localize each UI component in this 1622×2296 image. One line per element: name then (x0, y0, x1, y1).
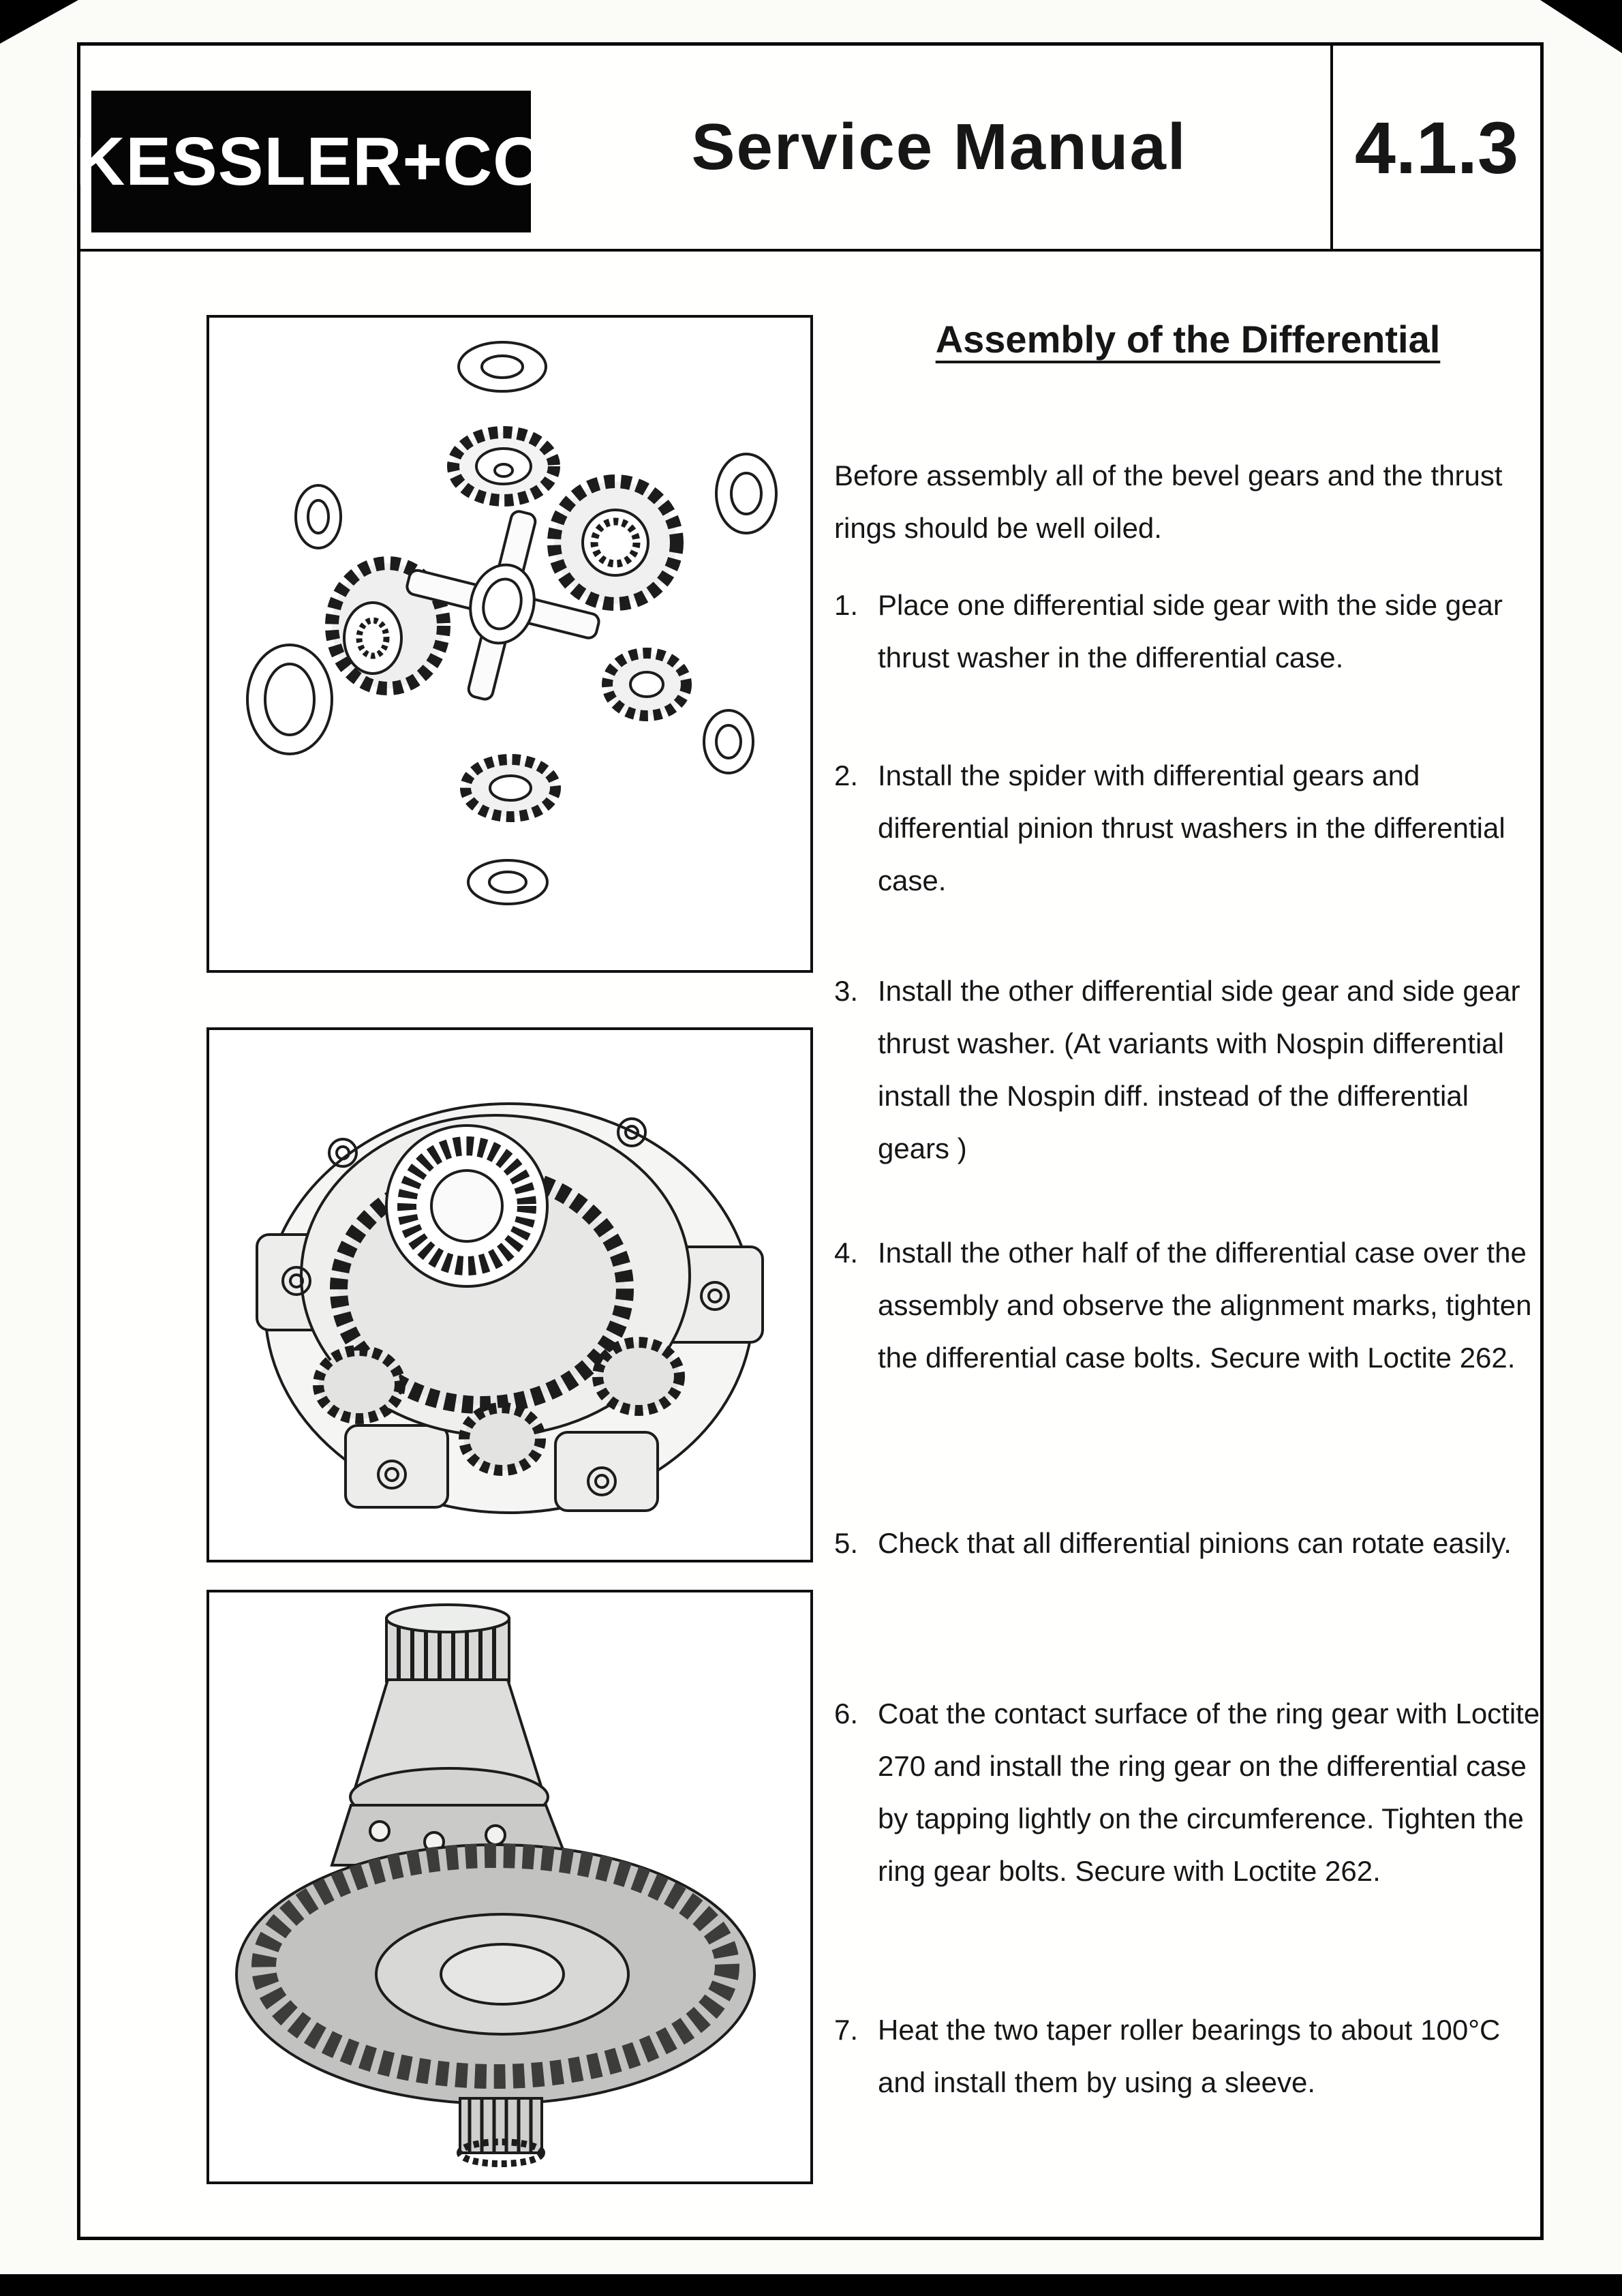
step-number: 1. (834, 589, 859, 621)
section-number: 4.1.3 (1354, 106, 1519, 189)
step-number: 6. (834, 1697, 859, 1729)
page-frame (77, 42, 1544, 2240)
step-text: Install the other differential side gear and side gear thrust washer. (At variants with Nospin differential install the Nospin diff. instead of the differential gears ) (878, 975, 1520, 1164)
intro-paragraph: Before assembly all of the bevel gears and the thrust rings should be well oiled. (834, 459, 1503, 544)
step-item (834, 749, 1547, 907)
brand-logo-text: KESSLER+CO (76, 123, 547, 200)
step-number: 4. (834, 1237, 859, 1269)
page-header (76, 46, 1540, 252)
step-item (834, 2004, 1547, 2109)
differential-exploded-diagram (209, 318, 810, 970)
step-item (834, 1687, 1547, 1897)
step-item (834, 1226, 1547, 1384)
differential-case-diagram (209, 1030, 810, 1560)
figure-exploded-view (206, 315, 813, 973)
scan-artifact-corner-top-right (1540, 0, 1622, 53)
step-text: Install the spider with differential gears and differential pinion thrust washers in the differential case. (878, 759, 1505, 896)
step-item (834, 965, 1547, 1175)
step-number: 7. (834, 2014, 859, 2046)
step-item (834, 579, 1547, 684)
step-text: Heat the two taper roller bearings to about 100°C and install them by using a sleeve. (878, 2014, 1501, 2098)
manual-title: Service Manual (691, 110, 1187, 183)
scan-artifact-corner-top-left (0, 0, 78, 44)
assembled-differential-diagram (209, 1592, 810, 2181)
step-number: 5. (834, 1527, 859, 1559)
figure-case-half (206, 1027, 813, 1562)
document-title: Assembly of the Differential (935, 318, 1441, 361)
brand-logo (76, 91, 547, 232)
step-number: 2. (834, 759, 859, 791)
scan-artifact-bottom-bar (0, 2274, 1622, 2296)
step-item (834, 1517, 1547, 1569)
figure-assembled-differential (206, 1590, 813, 2184)
step-text: Coat the contact surface of the ring gear with Loctite 270 and install the ring gear on the differential case by tapping lightly on the circumference. Tighten the ring gear bolts. Secure with Loctite 262. (878, 1697, 1540, 1887)
step-number: 3. (834, 975, 859, 1007)
step-text: Place one differential side gear with the side gear thrust washer in the differential case. (878, 589, 1503, 674)
step-text: Install the other half of the differential case over the assembly and observe the alignment marks, tighten the differential case bolts. Secure with Loctite 262. (878, 1237, 1532, 1374)
step-text: Check that all differential pinions can rotate easily. (878, 1527, 1512, 1559)
